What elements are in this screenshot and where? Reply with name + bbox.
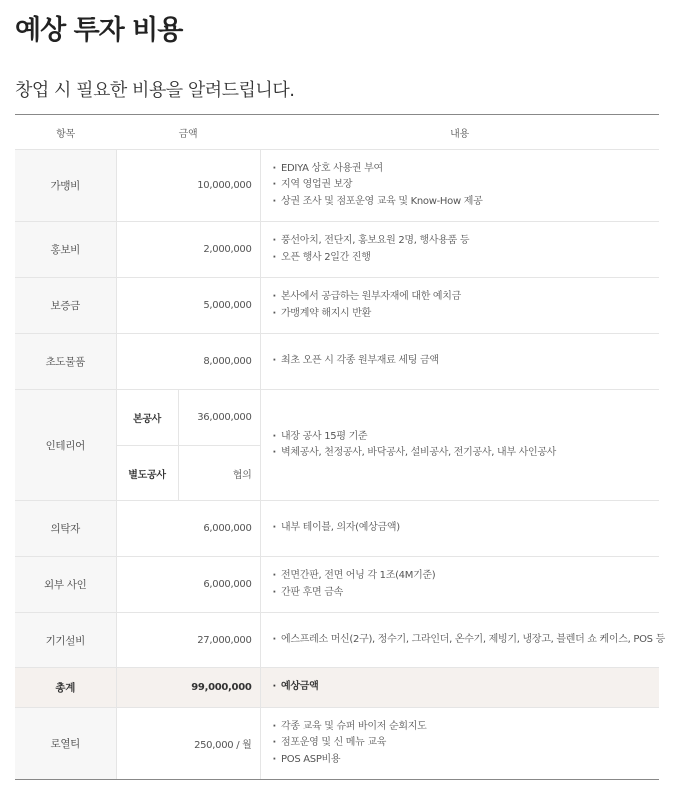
row-item: 외부 사인: [15, 557, 116, 613]
table-row: [15, 334, 659, 390]
description-item: · 지역 영업권 보장: [273, 177, 659, 194]
description-item: · POS ASP비용: [273, 752, 659, 769]
row-amount: 2,000,000: [116, 222, 260, 278]
description-item: · 가맹계약 해지시 반환: [273, 306, 659, 323]
table-row: [15, 278, 659, 334]
sub-item-amount: 협의: [178, 446, 260, 501]
investment-cost-table: [15, 114, 665, 780]
description-item: · 최초 오픈 시 각종 원부재료 세팅 금액: [273, 353, 659, 370]
row-amount: 6,000,000: [116, 501, 260, 557]
header-item: 항목: [15, 115, 116, 150]
row-description: [260, 150, 659, 222]
header-description: 내용: [260, 115, 659, 150]
description-item: · 각종 교육 및 슈퍼 바이저 순회지도: [273, 719, 659, 736]
row-amount: 8,000,000: [116, 334, 260, 390]
total-label: 총계: [15, 668, 116, 708]
table-header-row: [15, 115, 659, 150]
row-description: [260, 278, 659, 334]
table-row: [15, 708, 659, 780]
total-row: [15, 668, 659, 708]
table-row: [15, 222, 659, 278]
description-item: · 본사에서 공급하는 원부자재에 대한 예치금: [273, 289, 659, 306]
table-row: [15, 501, 659, 557]
row-item: 의탁자: [15, 501, 116, 557]
row-description: [260, 501, 659, 557]
description-item: · 상권 조사 및 점포운영 교육 및 Know-How 제공: [273, 194, 659, 211]
table-row: [15, 557, 659, 613]
row-item: 기기설비: [15, 613, 116, 668]
description-item: · 전면간판, 전면 어닝 각 1조(4M기준): [273, 568, 659, 585]
row-amount: 6,000,000: [116, 557, 260, 613]
total-description: [260, 668, 659, 708]
row-item: 홍보비: [15, 222, 116, 278]
row-item: 초도물품: [15, 334, 116, 390]
description-item: · 내장 공사 15평 기준: [273, 429, 659, 446]
row-amount: 5,000,000: [116, 278, 260, 334]
description-item: · 벽체공사, 천정공사, 바닥공사, 설비공사, 전기공사, 내부 사인공사: [273, 445, 659, 462]
description-item: · 풍선아치, 전단지, 홍보요원 2명, 행사용품 등: [273, 233, 659, 250]
sub-item-label: 별도공사: [116, 446, 178, 501]
description-item: · 내부 테이블, 의자(예상금액): [273, 520, 659, 537]
row-description: [260, 557, 659, 613]
description-item: · 간판 후면 금속: [273, 585, 659, 602]
row-item: 인테리어: [15, 390, 116, 501]
row-description: [260, 334, 659, 390]
description-item: · 예상금액: [273, 679, 659, 696]
page-title: 예상 투자 비용: [15, 15, 183, 46]
table-row: [15, 390, 659, 446]
row-item: 로열티: [15, 708, 116, 780]
row-description: [260, 613, 665, 668]
row-amount: 250,000 / 월: [116, 708, 260, 780]
row-description: [260, 390, 659, 501]
row-item: 보증금: [15, 278, 116, 334]
total-amount: 99,000,000: [116, 668, 260, 708]
row-description: [260, 708, 659, 780]
row-item: 가맹비: [15, 150, 116, 222]
sub-item-label: 본공사: [116, 390, 178, 446]
sub-item-amount: 36,000,000: [178, 390, 260, 446]
header-amount: 금액: [116, 115, 260, 150]
table-row: [15, 613, 659, 668]
table-row: [15, 150, 659, 222]
description-item: · EDIYA 상호 사용권 부여: [273, 161, 659, 178]
row-amount: 10,000,000: [116, 150, 260, 222]
row-amount: 27,000,000: [116, 613, 260, 668]
row-description: [260, 222, 659, 278]
description-item: · 오픈 행사 2일간 진행: [273, 250, 659, 267]
page-subtitle: 창업 시 필요한 비용을 알려드립니다.: [15, 80, 295, 101]
description-item: · 점포운영 및 신 메뉴 교육: [273, 735, 659, 752]
description-item: · 에스프레소 머신(2구), 정수기, 그라인더, 온수기, 제빙기, 냉장고, 블렌더 쇼 케이스, POS 등: [273, 632, 659, 649]
